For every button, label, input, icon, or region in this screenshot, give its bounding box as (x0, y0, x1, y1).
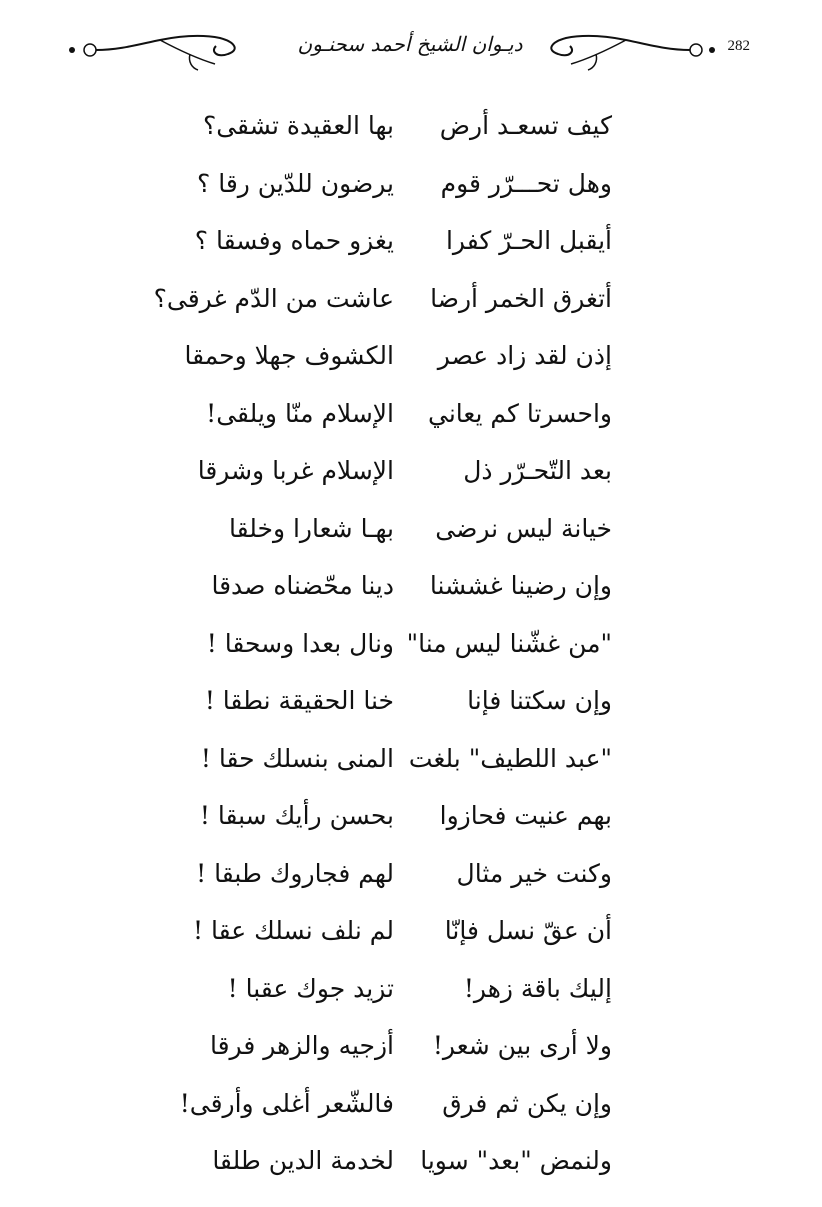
verse-first-hemistich: واحسرتا كم يعاني (427, 398, 612, 428)
verse-second-hemistich: يرضون للدّين رقا ؟ (196, 168, 394, 198)
verse-first-hemistich: أن عقّ نسل فإنّا (444, 916, 612, 945)
verse-row (0, 558, 822, 616)
verse-row (0, 903, 822, 961)
verse-first-hemistich: "من غشّنا ليس منا" (406, 628, 612, 658)
verse-row (0, 788, 822, 846)
verse-second-hemistich: لم نلف نسلك عقا ! (193, 916, 394, 945)
verse-second-hemistich: بها العقيدة تشقى؟ (202, 111, 394, 140)
page-number: 282 (727, 38, 750, 54)
running-title: ديـوان الشيخ أحمد سحنـون (297, 32, 523, 56)
verse-second-hemistich: لهم فجاروك طبقا ! (196, 858, 394, 888)
verse-second-hemistich: بحسن رأيك سبقا ! (199, 801, 394, 830)
verse-first-hemistich: "عبد اللطيف" بلغت (408, 743, 612, 773)
verse-row (0, 156, 822, 214)
verse-second-hemistich: لخدمة الدين طلقا (212, 1146, 394, 1175)
verse-second-hemistich: فالشّعر أغلى وأرقى! (179, 1088, 394, 1118)
verse-first-hemistich: وإن يكن ثم فرق (442, 1088, 612, 1118)
verse-row (0, 961, 822, 1019)
verse-second-hemistich: يغزو حماه وفسقا ؟ (194, 226, 394, 255)
verse-first-hemistich: ولا أرى بين شعر! (432, 1031, 612, 1060)
verse-second-hemistich: خنا الحقيقة نطقا ! (204, 686, 394, 715)
poem (0, 98, 822, 1191)
verse-first-hemistich: إليك باقة زهر! (463, 973, 612, 1003)
verse-first-hemistich: كيف تسعـد أرض (439, 111, 612, 140)
verse-second-hemistich: أزجيه والزهر فرقا (209, 1031, 394, 1060)
verse-row (0, 271, 822, 329)
verse-row (0, 1018, 822, 1076)
verse-second-hemistich: الإسلام منّا ويلقى! (206, 398, 394, 428)
verse-row (0, 328, 822, 386)
verse-first-hemistich: وإن سكتنا فإنا (467, 686, 612, 715)
verse-row (0, 1133, 822, 1191)
verse-second-hemistich: عاشت من الدّم غرقى؟ (153, 283, 394, 313)
ornament-right-icon (540, 24, 720, 74)
verse-first-hemistich: وكنت خير مثال (456, 858, 612, 888)
verse-first-hemistich: ولنمض "بعد" سويا (420, 1146, 612, 1175)
verse-first-hemistich: وإن رضينا غششنا (429, 571, 612, 600)
verse-row (0, 443, 822, 501)
verse-row (0, 1076, 822, 1134)
verse-second-hemistich: ونال بعدا وسحقا ! (206, 628, 394, 658)
verse-second-hemistich: الكشوف جهلا وحمقا (184, 341, 394, 370)
verse-row (0, 731, 822, 789)
verse-first-hemistich: بعد التّحـرّر ذل (463, 456, 612, 485)
verse-row (0, 616, 822, 674)
verse-first-hemistich: بهم عنيت فحازوا (439, 801, 612, 830)
page-header (0, 18, 822, 78)
verse-second-hemistich: الإسلام غربا وشرقا (197, 456, 394, 485)
verse-row (0, 673, 822, 731)
verse-first-hemistich: أيقبل الحـرّ كفرا (445, 226, 612, 255)
verse-second-hemistich: المنى بنسلك حقا ! (200, 743, 394, 773)
verse-second-hemistich: تزيد جوك عقبا ! (227, 973, 394, 1003)
ornament-left-icon (60, 24, 260, 74)
verse-row (0, 501, 822, 559)
verse-row (0, 98, 822, 156)
verse-first-hemistich: إذن لقد زاد عصر (437, 341, 612, 370)
verse-row (0, 846, 822, 904)
verse-second-hemistich: دينا محّضناه صدقا (211, 571, 394, 600)
verse-first-hemistich: وهل تحـــرّر قوم (440, 168, 612, 198)
verse-first-hemistich: أتغرق الخمر أرضا (430, 283, 612, 313)
verse-row (0, 213, 822, 271)
verse-first-hemistich: خيانة ليس نرضى (435, 513, 612, 543)
verse-second-hemistich: بهـا شعارا وخلقا (228, 513, 394, 543)
verse-row (0, 386, 822, 444)
